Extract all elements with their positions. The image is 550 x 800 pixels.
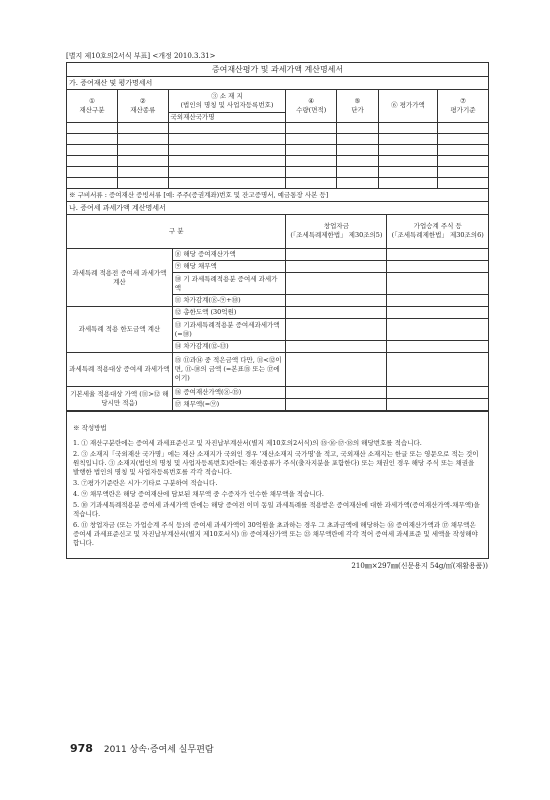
required-docs-note: ※ 구비서류 : 증여재산 증빙서류 [예: 주주(증권계좌)번호 및 잔고증명서, 예금통장 사본 등] [67,189,488,202]
col-startup-fund: 창업자금 (「조세특례제한법」 제30조의5) [286,215,387,249]
col-valuation: ⑥ 평가가액 [379,90,438,122]
item-label: ⑮ ⑪과⑭ 중 적은금액 다만, ⑪<⑫이면, ⑪-⑩의 금액 (=본표⑮ 또는 ⑰에 이기) [172,353,286,387]
instructions-title: ※ 작성방법 [73,424,107,432]
input-cell[interactable] [387,295,488,307]
input-cell[interactable] [286,399,387,411]
group-label: 과세특례 적용 한도금액 계산 [67,307,172,353]
page-number: 978 [70,742,93,755]
input-cell[interactable] [387,249,488,261]
item-label: ⑰ 채무액(=⑨) [172,399,286,411]
form-header: [별지 제10호의2서식 부표] <개정 2010.3.31> [66,52,216,60]
paper-spec: 210㎜×297㎜(신문용지 54g/㎡(재활용품)) [351,562,488,570]
instruction-item: 2. ③ 소재지「국외재산 국가명」에는 재산 소재지가 국외인 경우 '재산소재지 국가명'을 적고, 국외재산 소재지는 한글 또는 영문으로 적는 것이 원칙입니다. ③ 소재지(법인의 명칭 및 사업자등록번호)란에는 재산종류가 주식(출자지분을 포함한다) 또는 채권인 경우 해당 주식 또는 채권을 발행한 법인의 명칭 및 사업자등록번호를 각각 적습니다. [73,450,479,476]
section-b-label: 나. 증여세 과세가액 계산명세서 [67,202,488,215]
form-box [66,62,489,559]
item-label: ⑯ 증여재산가액(⑧-⑮) [172,387,286,399]
col-asset-type: ① 재산구분 [67,90,118,122]
group-label: 기본세율 적용대상 가액 (⑪>⑫ 해당시만 적음) [67,387,172,411]
instruction-item: 6. ⑪ 창업자금 (또는 가업승계 주식 등)의 증여세 과세가액이 30억원을 초과하는 경우 그 초과금액에 해당하는 ⑯ 증여재산가액과 ⑰ 채무액은 증여세 과세표준신고 및 자진납부계산서(별지 제10호서식) ⑮ 증여재산가액 또는 ㉓ 채무액란에 각각 적어 증여세 과세표준 및 세액을 작성해야 합니다. [73,521,478,547]
input-cell[interactable] [286,341,387,353]
blank-row [67,133,488,144]
col-foreign-country: 국외재산국가명 [168,112,286,122]
tax-calc-table [67,215,488,412]
col-location: ③ 소 재 지 (법인의 명칭 및 사업자등록번호) [168,90,286,112]
form-page [66,50,488,571]
instruction-item: 3. ⑦평가기준란은 시가·기타로 구분하여 적습니다. [73,479,218,487]
input-cell[interactable] [286,249,387,261]
col-quantity: ④ 수량(면적) [286,90,337,122]
input-cell[interactable] [387,387,488,399]
form-title: 증여재산평가 및 과세가액 계산명세서 [67,63,488,77]
group-label: 과세특례 적용전 증여세 과세가액 계산 [67,249,172,307]
col-asset-kind: ② 재산종류 [118,90,169,122]
item-label: ⑭ 차가감계(⑫-⑬) [172,341,286,353]
input-cell[interactable] [387,399,488,411]
input-cell[interactable] [286,387,387,399]
blank-row [67,122,488,133]
blank-row [67,177,488,188]
blank-row [67,166,488,177]
section-a-label: 가. 증여재산 및 평가명세서 [67,77,488,90]
blank-row [67,155,488,166]
input-cell[interactable] [286,353,387,387]
input-cell[interactable] [286,295,387,307]
input-cell[interactable] [286,261,387,273]
col-unit-price: ⑤ 단가 [336,90,378,122]
asset-table [67,90,488,189]
item-label: ⑧ 해당 증여재산가액 [172,249,286,261]
item-label: ⑫ 총한도액 (30억원) [172,307,286,319]
book-title: 2011 상속·증여세 실무편람 [103,745,214,755]
group-label: 과세특례 적용대상 증여세 과세가액 [67,353,172,387]
instructions [67,411,488,558]
instruction-item: 5. ⑩ 기과세특례적용분 증여세 과세가액 란에는 해당 증여전 이미 동일 과세특례를 적용받은 증여재산에 대한 과세가액(증여재산가액-채무액)을 적습니다. [73,501,480,518]
blank-row [67,144,488,155]
input-cell[interactable] [387,307,488,319]
input-cell[interactable] [286,273,387,295]
instruction-item: 1. ① 재산구분란에는 증여세 과세표준신고 및 자진납부계산서(별지 제10호의2서식)의 ⑮·⑯·⑰·⑱의 해당번호를 적습니다. [73,439,422,447]
col-valuation-basis: ⑦ 평가기준 [437,90,488,122]
input-cell[interactable] [387,261,488,273]
instruction-item: 4. ⑨ 채무액란은 해당 증여재산에 담보된 채무액 중 수증자가 인수한 채무액을 적습니다. [73,490,324,498]
item-label: ⑪ 차가감계(⑧-⑨+⑩) [172,295,286,307]
col-gubun: 구 분 [67,215,286,249]
item-label: ⑩ 기 과세특례적용분 증여세 과세가액 [172,273,286,295]
input-cell[interactable] [387,273,488,295]
input-cell[interactable] [387,341,488,353]
input-cell[interactable] [286,307,387,319]
item-label: ⑨ 해당 채무액 [172,261,286,273]
page-footer [70,742,214,755]
input-cell[interactable] [286,319,387,341]
item-label: ⑬ 기과세특례적용분 증여세과세가액(=⑩) [172,319,286,341]
input-cell[interactable] [387,353,488,387]
col-family-business: 가업승계 주식 등 (「조세특례제한법」 제30조의6) [387,215,488,249]
input-cell[interactable] [387,319,488,341]
